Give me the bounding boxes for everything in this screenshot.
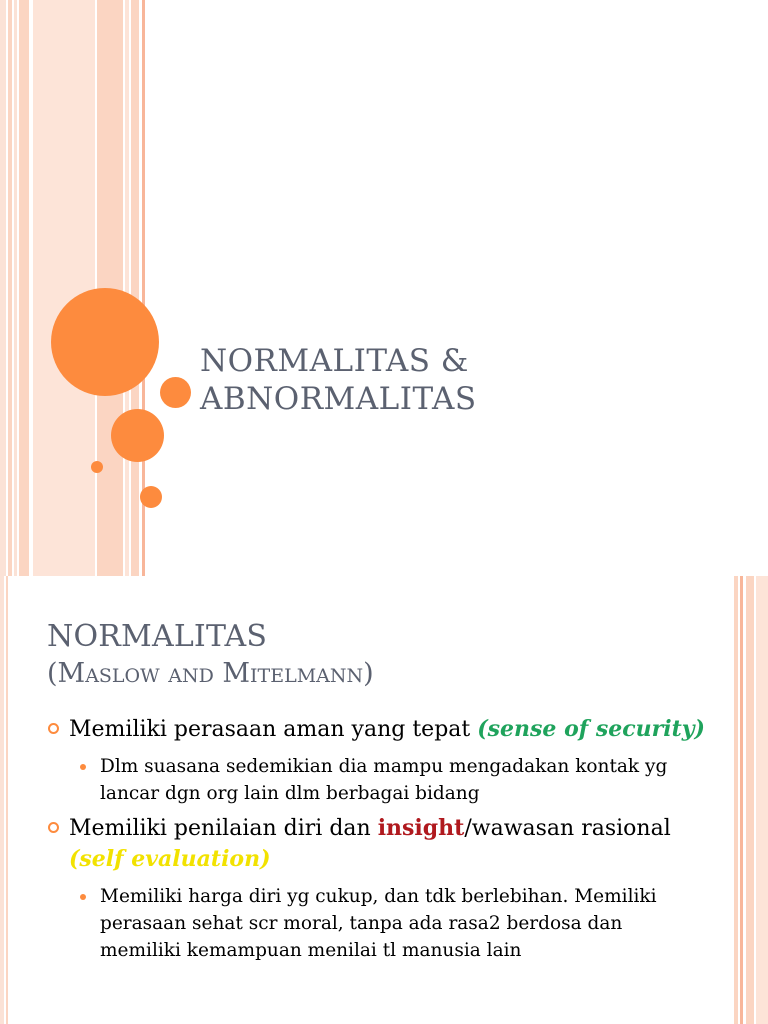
- decorative-circle-tiny: [91, 461, 103, 473]
- sub-list-item: [47, 753, 707, 807]
- heading-line-1: NORMALITAS: [47, 619, 268, 654]
- decorative-circle-small: [160, 377, 191, 408]
- item-text: Memiliki perasaan aman yang tepat: [69, 717, 478, 742]
- title-line-2: ABNORMALITAS: [200, 381, 477, 417]
- stripe-decoration: [0, 576, 4, 1024]
- decorative-circle-medium: [111, 409, 164, 462]
- paren-open: (: [47, 658, 58, 689]
- decorative-circle-large: [51, 288, 159, 396]
- item-text: Memiliki penilaian diri dan: [69, 816, 378, 841]
- bullet-list: [47, 714, 707, 970]
- stripe-decoration: [14, 0, 17, 576]
- stripe-decoration: [6, 576, 8, 1024]
- stripe-decoration: [0, 0, 6, 576]
- slide-title: [200, 342, 720, 418]
- sub-item-text: Memiliki harga diri yg cukup, dan tdk berlebihan. Memiliki perasaan sehat scr moral, tanpa ada rasa2 berdosa dan memiliki kemampuan menilai tl manusia lain: [100, 886, 657, 961]
- circle-bullet-icon: [48, 822, 59, 833]
- stripe-decoration: [734, 576, 738, 1024]
- stripe-decoration: [8, 0, 12, 576]
- list-item: [47, 714, 707, 745]
- heading-authors: Maslow and Mitelmann: [57, 658, 364, 689]
- stripe-decoration: [746, 576, 754, 1024]
- paren-close: ): [363, 658, 374, 689]
- stripe-decoration: [19, 0, 29, 576]
- sub-item-text: Dlm suasana sedemikian dia mampu mengadakan kontak yg lancar dgn org lain dlm berbagai bidang: [100, 756, 668, 804]
- stripe-decoration: [131, 0, 139, 576]
- stripe-decoration: [740, 576, 743, 1024]
- content-slide: [0, 576, 768, 1024]
- dot-bullet-icon: [80, 764, 86, 770]
- list-item: [47, 813, 707, 875]
- title-line-1: NORMALITAS &: [200, 343, 469, 379]
- item-highlight: (sense of security): [477, 716, 705, 742]
- item-keyword: insight: [377, 815, 465, 841]
- item-text: /wawasan rasional: [464, 816, 671, 841]
- stripe-decoration: [756, 576, 768, 1024]
- stripe-decoration: [33, 0, 95, 576]
- dot-bullet-icon: [80, 894, 86, 900]
- heading-line-2: [47, 656, 707, 692]
- stripe-decoration: [125, 0, 129, 576]
- circle-bullet-icon: [48, 723, 59, 734]
- decorative-circle-small: [140, 486, 162, 508]
- sub-list-item: [47, 883, 707, 964]
- slide-heading: [47, 618, 707, 692]
- item-highlight: (self evaluation): [69, 846, 271, 872]
